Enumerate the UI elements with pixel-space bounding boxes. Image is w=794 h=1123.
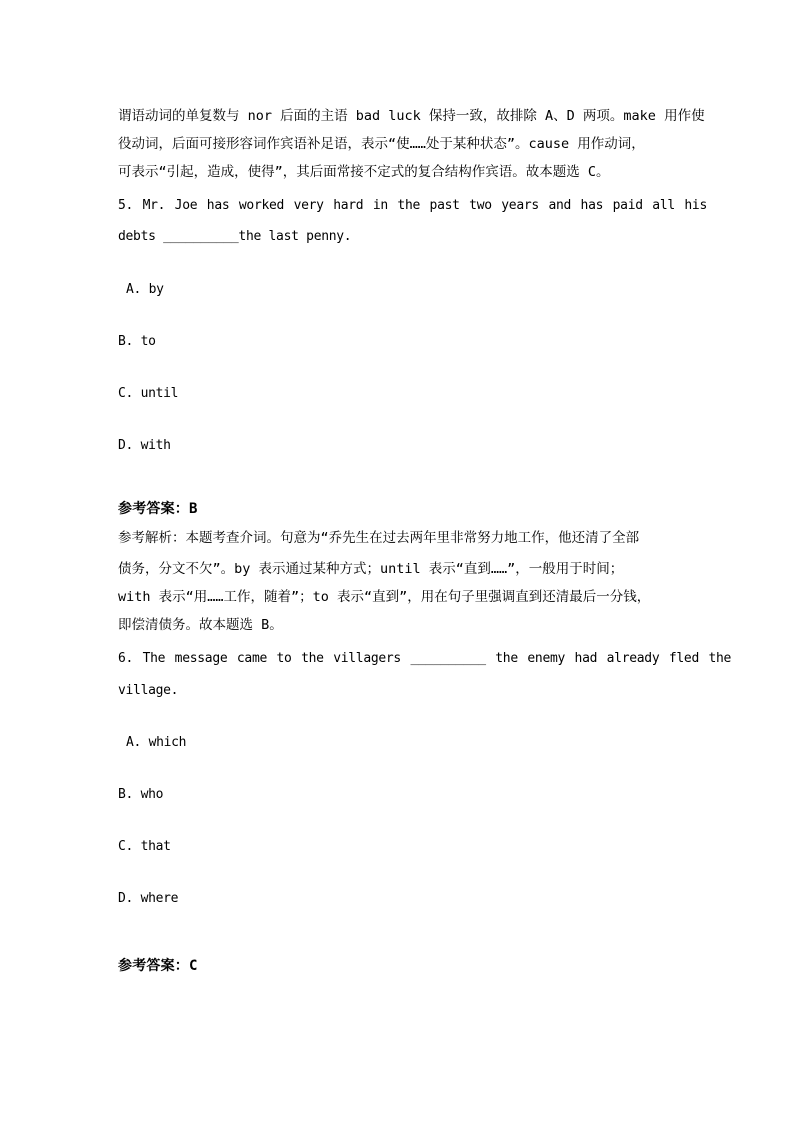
q6-option-d: D. where — [118, 891, 179, 906]
prev-analysis-line-2: 役动词，后面可接形容词作宾语补足语，表示“使……处于某种状态”。cause 用作动词， — [118, 136, 645, 152]
q6-option-b: B. who — [118, 787, 164, 802]
q5-analysis-line-2: 债务，分文不欠”。by 表示通过某种方式；until 表示“直到……”，一般用于时间； — [118, 561, 624, 577]
q6-stem-line-1: 6. The message came to the villagers __________ the enemy had already fled the — [118, 651, 732, 666]
q5-option-b: B. to — [118, 334, 156, 349]
prev-analysis-line-1: 谓语动词的单复数与 nor 后面的主语 bad luck 保持一致，故排除 A、D 两项。make 用作使 — [118, 108, 705, 124]
q5-option-c: C. until — [118, 386, 179, 401]
q6-option-a: A. which — [126, 735, 187, 750]
q6-answer-line: 参考答案：C — [118, 958, 198, 974]
q6-stem-line-2: village. — [118, 683, 179, 698]
q5-analysis-line-1: 参考解析：本题考查介词。句意为“乔先生在过去两年里非常努力地工作，他还清了全部 — [118, 530, 640, 546]
q5-option-a: A. by — [126, 282, 164, 297]
q5-answer-line: 参考答案：B — [118, 501, 198, 517]
q5-stem-line-2: debts __________the last penny. — [118, 229, 352, 244]
q6-option-c: C. that — [118, 839, 171, 854]
q5-option-d: D. with — [118, 438, 171, 453]
q5-analysis-line-4: 即偿清债务。故本题选 B。 — [118, 617, 283, 633]
q5-stem-line-1: 5. Mr. Joe has worked very hard in the past two years and has paid all his — [118, 198, 707, 213]
prev-analysis-line-3: 可表示“引起，造成，使得”，其后面常接不定式的复合结构作宾语。故本题选 C。 — [118, 164, 610, 180]
q5-analysis-line-3: with 表示“用……工作，随着”；to 表示“直到”，用在句子里强调直到还清最后一分钱， — [118, 589, 651, 605]
